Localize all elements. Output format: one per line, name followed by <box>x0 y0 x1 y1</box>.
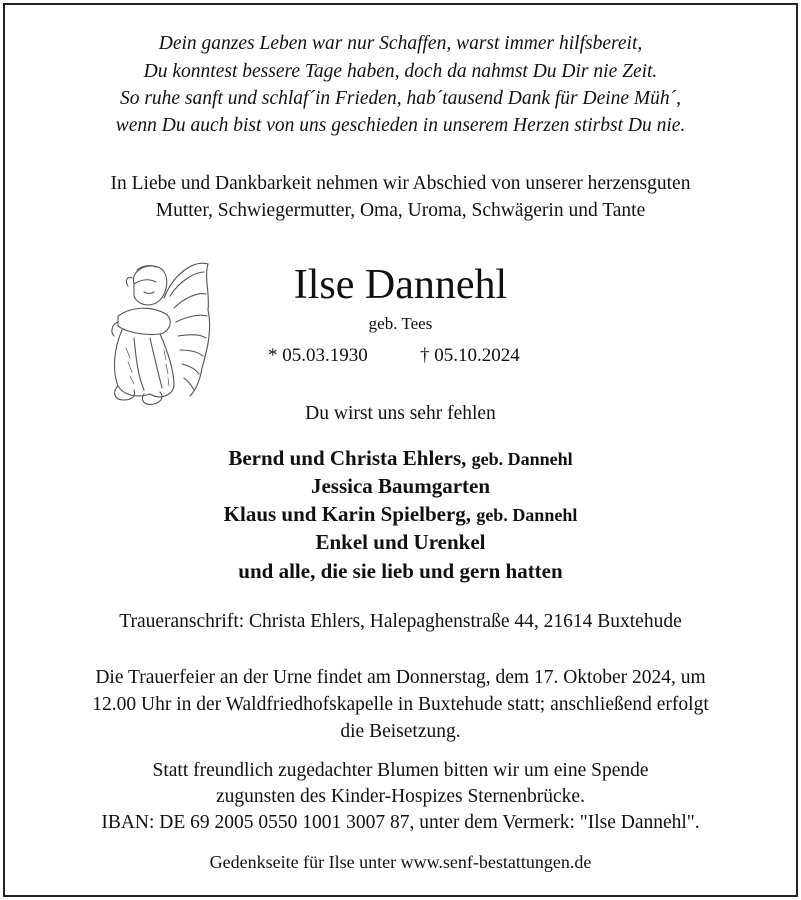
ceremony-line: 12.00 Uhr in der Waldfriedhofskapelle in Buxtehude statt; anschließend erfolgt <box>92 694 709 715</box>
mourning-address: Traueranschrift: Christa Ehlers, Halepaghenstraße 44, 21614 Buxtehude <box>119 611 682 632</box>
family-line <box>0 474 801 499</box>
donation-line: Statt freundlich zugedachter Blumen bitten wir um eine Spende <box>152 760 649 781</box>
family-line <box>0 530 801 555</box>
birth-name: geb. Tees <box>368 314 433 333</box>
family-suffix: geb. Dannehl <box>476 505 578 525</box>
poem-line: wenn Du auch bist von uns geschieden in unserem Herzen stirbst Du nie. <box>115 115 686 136</box>
donation-line: IBAN: DE 69 2005 0550 1001 3007 87, unter dem Vermerk: "Ilse Dannehl". <box>101 812 700 833</box>
family-name: Klaus und Karin Spielberg, <box>223 502 472 526</box>
memorial-page-link[interactable]: Gedenkseite für Ilse unter www.senf-bestattungen.de <box>209 852 592 872</box>
donation-line: zugunsten des Kinder-Hospizes Sternenbrücke. <box>216 786 585 807</box>
family-name: Jessica Baumgarten <box>310 474 491 498</box>
poem-line: Dein ganzes Leben war nur Schaffen, warst immer hilfsbereit, <box>158 33 643 54</box>
family-line <box>0 559 801 584</box>
intro-line: In Liebe und Dankbarkeit nehmen wir Abschied von unserer herzensguten <box>110 173 691 194</box>
family-name: und alle, die sie lieb und gern hatten <box>238 559 563 583</box>
family-line <box>0 446 801 471</box>
farewell-text: Du wirst uns sehr fehlen <box>305 403 496 424</box>
ceremony-line: Die Trauerfeier an der Urne findet am Donnerstag, dem 17. Oktober 2024, um <box>95 667 706 688</box>
family-name: Bernd und Christa Ehlers, <box>228 446 467 470</box>
family-name: Enkel und Urenkel <box>315 530 486 554</box>
deceased-name: Ilse Dannehl <box>293 262 508 308</box>
intro-line: Mutter, Schwiegermutter, Oma, Uroma, Schwägerin und Tante <box>155 200 646 221</box>
family-line <box>0 502 801 527</box>
poem-line: Du konntest bessere Tage haben, doch da nahmst Du Dir nie Zeit. <box>143 61 658 82</box>
family-suffix: geb. Dannehl <box>471 449 573 469</box>
ceremony-line: die Beisetzung. <box>340 721 461 742</box>
birth-date: * 05.03.1930 <box>268 345 368 366</box>
poem-line: So ruhe sanft und schlaf´in Frieden, hab´tausend Dank für Deine Müh´, <box>119 88 682 109</box>
death-date: † 05.10.2024 <box>420 345 520 366</box>
